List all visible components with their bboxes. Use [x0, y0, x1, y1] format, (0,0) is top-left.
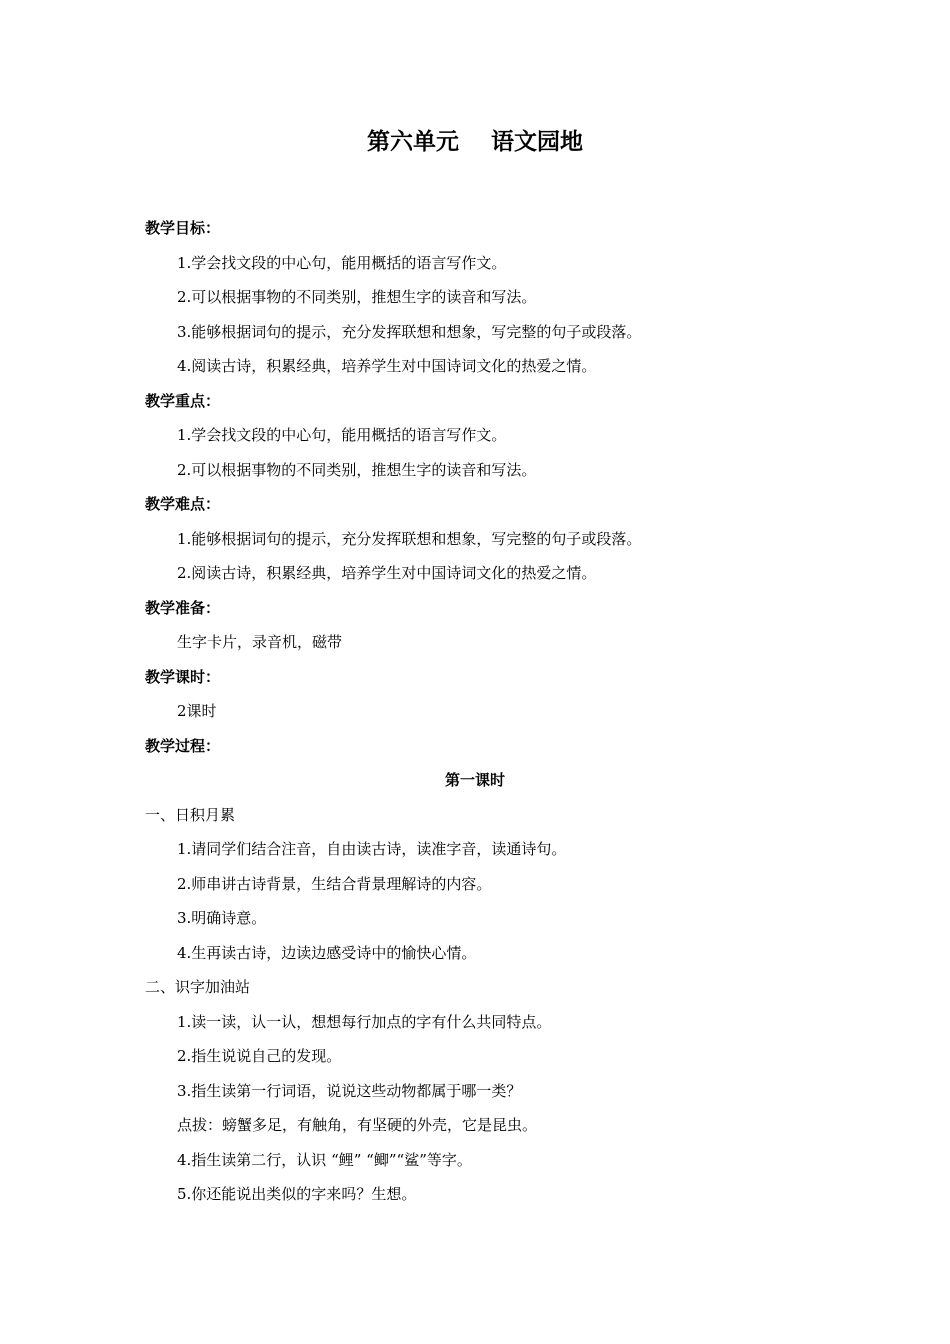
- key-point-item: 2.可以根据事物的不同类别，推想生字的读音和写法。: [177, 461, 537, 479]
- section-title: 一、日积月累: [145, 806, 236, 824]
- process-item: 1.请同学们结合注音，自由读古诗，读准字音，读通诗句。: [177, 840, 567, 858]
- process-item: 点拔：螃蟹多足，有触角，有坚硬的外壳，它是昆虫。: [177, 1116, 538, 1134]
- difficulty-item: 2.阅读古诗，积累经典，培养学生对中国诗词文化的热爱之情。: [177, 564, 597, 582]
- process-item: 4.指生读第二行，认识 “鲤” “鲫”“鲨”等字。: [177, 1151, 472, 1169]
- difficulty-item: 1.能够根据词句的提示，充分发挥联想和想象，写完整的句子或段落。: [177, 530, 642, 548]
- class-hours-text: 2课时: [177, 702, 217, 720]
- process-item: 2.师串讲古诗背景，生结合背景理解诗的内容。: [177, 875, 492, 893]
- objectives-heading: 教学目标：: [145, 219, 221, 237]
- section-title: 二、识字加油站: [145, 978, 251, 996]
- objective-item: 2.可以根据事物的不同类别，推想生字的读音和写法。: [177, 288, 537, 306]
- process-item: 2.指生说说自己的发现。: [177, 1047, 342, 1065]
- preparation-heading: 教学准备：: [145, 599, 221, 617]
- key-point-item: 1.学会找文段的中心句，能用概括的语言写作文。: [177, 426, 507, 444]
- class-hours-heading: 教学课时：: [145, 668, 221, 686]
- objective-item: 4.阅读古诗，积累经典，培养学生对中国诗词文化的热爱之情。: [177, 357, 597, 375]
- process-item: 4.生再读古诗，边读边感受诗中的愉快心情。: [177, 944, 477, 962]
- process-item: 5.你还能说出类似的字来吗？生想。: [177, 1185, 417, 1203]
- process-heading: 教学过程：: [145, 737, 221, 755]
- process-item: 3.指生读第一行词语，说说这些动物都属于哪一类？: [177, 1082, 522, 1100]
- lesson-title: 第一课时: [444, 771, 505, 789]
- key-points-heading: 教学重点：: [145, 392, 221, 410]
- document-title: 第六单元 语文园地: [366, 129, 584, 155]
- objective-item: 1.学会找文段的中心句，能用概括的语言写作文。: [177, 254, 507, 272]
- difficulties-heading: 教学难点：: [145, 495, 221, 513]
- process-item: 3.明确诗意。: [177, 909, 267, 927]
- process-item: 1.读一读，认一认，想想每行加点的字有什么共同特点。: [177, 1013, 552, 1031]
- preparation-text: 生字卡片，录音机，磁带: [177, 633, 343, 651]
- objective-item: 3.能够根据词句的提示，充分发挥联想和想象，写完整的句子或段落。: [177, 323, 642, 341]
